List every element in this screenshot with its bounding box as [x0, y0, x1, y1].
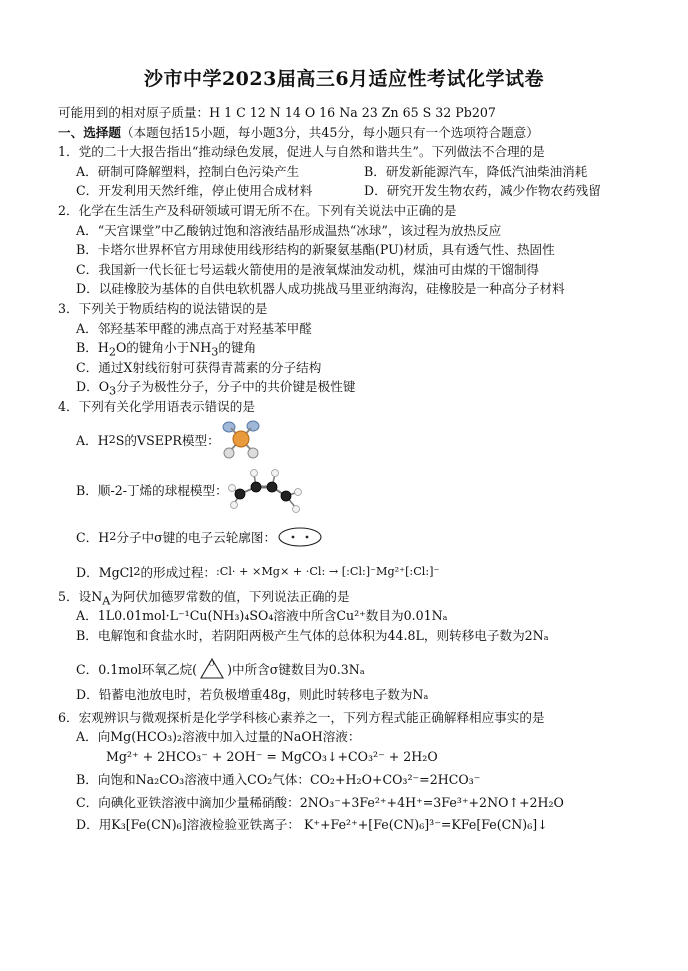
option-text: D．MgCl [76, 565, 134, 580]
option-text: B．顺-2-丁烯的球棍模型： [76, 483, 228, 498]
question-3-option-d [58, 378, 658, 398]
question-3-stem: 3．下列关于物质结构的说法错误的是 [58, 300, 268, 316]
option-text: 的键角 [218, 340, 257, 356]
question-3-option-c: C．通过X射线衍射可获得青蒿素的分子结构 [76, 359, 322, 375]
question-6-stem: 6．宏观辨识与微观探析是化学学科核心素养之一，下列方程式能正确解释相应事实的是 [58, 709, 545, 725]
question-4-stem: 4．下列有关化学用语表示错误的是 [58, 398, 255, 414]
option-text: 分子中σ键的电子云轮廓图： [116, 530, 277, 545]
formation-equation: :Cl· + ×Mg× + ·Cl: → [:Cl:]⁻Mg²⁺[:Cl:]⁻ [216, 565, 440, 578]
option-text: D．O [76, 379, 110, 395]
vsepr-model-image [220, 419, 264, 461]
question-6-option-b: B．向饱和Na₂CO₃溶液中通入CO₂气体：CO₂+H₂O+CO₃²⁻=2HCO₃⁻ [76, 771, 481, 787]
question-4-option-c [58, 518, 658, 556]
question-4-option-a [58, 418, 658, 462]
question-5-option-c [58, 652, 658, 686]
section-heading: 一、选择题 [58, 124, 121, 140]
page-title: 沙市中学2023届高三6月适应性考试化学试卷 [143, 68, 545, 90]
question-3-option-a: A．邻羟基苯甲醛的沸点高于对羟基苯甲醛 [76, 320, 312, 336]
question-6-option-c: C．向碘化亚铁溶液中滴加少量稀硝酸：2NO₃⁻+3Fe²⁺+4H⁺=3Fe³⁺+2NO↑+2H₂O [76, 794, 564, 810]
question-5-option-d: D．铅蓄电池放电时，若负极增重48g，则此时转移电子数为Nₐ [76, 686, 429, 702]
option-text: C．H [76, 530, 110, 545]
question-2-option-c: C．我国新一代长征七号运载火箭使用的是液氧煤油发动机，煤油可由煤的干馏制得 [76, 261, 540, 277]
question-5-option-b: B．电解饱和食盐水时，若阴阳两极产生气体的总体积为44.8L，则转移电子数为2Nₐ [76, 627, 549, 643]
question-5-stem [58, 588, 658, 608]
question-2-stem: 2．化学在生活生产及科研领域可谓无所不在。下列有关说法中正确的是 [58, 202, 457, 218]
question-5-option-a: A．1L0.01mol·L⁻¹Cu(NH₃)₄SO₄溶液中所含Cu²⁺数目为0.01Nₐ [76, 608, 448, 624]
option-text: O的键角小于NH [115, 340, 212, 356]
subscript: A [102, 594, 111, 608]
subscript: 2 [133, 565, 141, 578]
question-2-option-b: B．卡塔尔世界杯官方用球使用线形结构的新聚氨基酯(PU)材质，具有透气性、热固性 [76, 242, 555, 258]
option-text: 的形成过程： [140, 565, 216, 580]
atomic-masses: 可能用到的相对原子质量：H 1 C 12 N 14 O 16 Na 23 Zn 65 S 32 Pb207 [58, 105, 496, 120]
option-d: D．研究开发生物农药，减少作物农药残留 [364, 183, 601, 199]
question-2-option-a: A．“天宫课堂”中乙酸钠过饱和溶液结晶形成温热“冰球”，该过程为放热反应 [76, 222, 502, 238]
question-2-option-d: D．以硅橡胶为基体的自供电软机器人成功挑战马里亚纳海沟，硅橡胶是一种高分子材料 [76, 281, 565, 297]
question-1-options-row-1 [58, 163, 658, 183]
option-text: C．0.1mol环氧乙烷( [76, 662, 198, 678]
option-text: )中所含σ键数目为0.3Nₐ [227, 662, 365, 678]
question-3-option-b [58, 339, 658, 359]
subscript: 2 [109, 530, 117, 543]
exam-content [58, 104, 658, 835]
option-b: B．研发新能源汽车，降低汽油柴油消耗 [364, 163, 588, 179]
question-6-option-a-equation: Mg²⁺ + 2HCO₃⁻ + 2OH⁻ = MgCO₃↓+CO₃²⁻ + 2H₂O [106, 748, 438, 764]
option-text: B．H [76, 340, 109, 356]
subscript: 2 [108, 345, 116, 359]
option-text: A．H [76, 433, 109, 448]
ball-and-stick-model-image [228, 464, 306, 516]
question-4-option-d [58, 556, 658, 588]
section-note: （本题包括15小题，每小题3分，共45分，每小题只有一个选项符合题意） [120, 124, 539, 140]
subscript: 3 [109, 384, 117, 398]
question-6-option-d: D．用K₃[Fe(CN)₆]溶液检验亚铁离子： K⁺+Fe²⁺+[Fe(CN)₆]³⁻=KFe[Fe(CN)₆]↓ [76, 816, 548, 832]
option-text: S的VSEPR模型： [115, 433, 220, 448]
option-a: A．研制可降解塑料，控制白色污染产生 [76, 163, 300, 179]
section-header [58, 124, 658, 144]
stem-text: 为阿伏加德罗常数的值，下列说法正确的是 [110, 588, 350, 604]
epoxide-ring-image [197, 656, 227, 682]
question-1-options-row-2 [58, 182, 658, 202]
option-c: C．开发利用天然纤维，停止使用合成材料 [76, 183, 313, 199]
electron-cloud-image [276, 525, 324, 549]
stem-text: 5．设N [58, 588, 103, 604]
question-1-stem: 1．党的二十大报告指出“推动绿色发展，促进人与自然和谐共生”。下列做法不合理的是 [58, 144, 545, 160]
subscript: 3 [211, 345, 219, 359]
question-4-option-b [58, 462, 658, 518]
option-text: 分子为极性分子，分子中的共价键是极性键 [116, 379, 356, 395]
question-6-option-a: A．向Mg(HCO₃)₂溶液中加入过量的NaOH溶液： [76, 729, 361, 745]
svg-text:O: O [209, 659, 215, 668]
subscript: 2 [108, 433, 116, 446]
